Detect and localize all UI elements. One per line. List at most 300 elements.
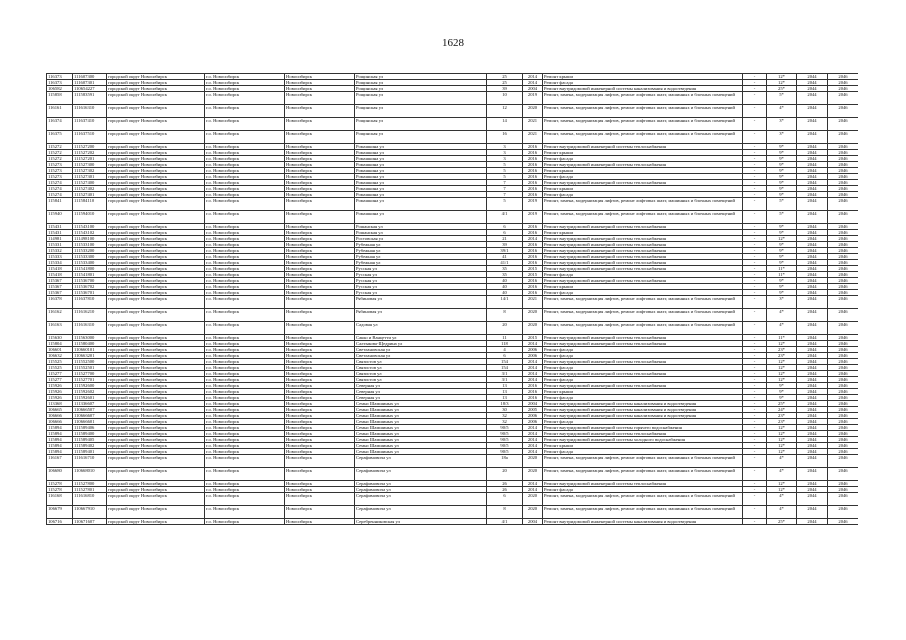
cell-house-id: 116374 [47,118,73,131]
cell-record-id: 111637410 [73,118,107,131]
cell-start-year: 2044 [797,156,828,162]
cell-record-id: 111543100 [73,224,107,230]
cell-start-year: 2044 [797,395,828,401]
cell-house-number: 5 [487,162,523,168]
cell-record-id: 111616310 [73,322,107,335]
cell-house-number: 11 [487,335,523,341]
cell-work-type: Ремонт крыши [543,284,743,290]
cell-base-year: 2014 [523,377,543,383]
cell-settlement: Новосибирск [285,431,355,437]
cell-street: Семьи Шамшиных ул [355,425,487,431]
cell-work-type: Ремонт, замена, модернизация лифтов, ремонт лифтовых шахт, машинных и блочных помещений [543,198,743,211]
cell-street: Садовая ул [355,322,487,335]
cell-settlement: Новосибирск [285,365,355,371]
cell-house-number: 90/5 [487,425,523,431]
cell-street: Ромашкина ул [355,144,487,150]
cell-record-id: 111589400 [73,431,107,437]
cell-house-id: 115841 [47,198,73,211]
cell-work-type: Ремонт внутридомовой инженерной системы теплоснабжения [543,260,743,266]
cell-record-id: 111594010 [73,211,107,224]
cell-base-year: 2016 [523,248,543,254]
cell-house-number: 13 [487,383,523,389]
cell-end-year: 2046 [828,468,859,481]
cell-note: - [743,455,767,468]
cell-end-year: 2046 [828,377,859,383]
cell-end-year: 2046 [828,481,859,487]
cell-district: г.о. Новосибирск [205,425,285,431]
cell-street: Семьи Шамшиных ул [355,419,487,425]
cell-municipality: городской округ Новосибирск [107,168,205,174]
cell-work-type: Ремонт, замена, модернизация лифтов, ремонт лифтовых шахт, машинных и блочных помещений [543,118,743,131]
cell-municipality: городской округ Новосибирск [107,272,205,278]
cell-house-number: 40 [487,290,523,296]
cell-settlement: Новосибирск [285,254,355,260]
cell-street: Ромашкина ул [355,168,487,174]
cell-settlement: Новосибирск [285,105,355,118]
cell-years: 9* [767,278,797,284]
cell-record-id: 111543102 [73,230,107,236]
cell-street: Рябиновая ул [355,309,487,322]
cell-house-number: 3/1 [487,371,523,377]
table-row [47,519,859,525]
cell-street: Семьи Шамшиных ул [355,413,487,419]
cell-house-number: 12 [487,105,523,118]
table-row [47,322,859,335]
cell-start-year: 2044 [797,322,828,335]
cell-district: г.о. Новосибирск [205,419,285,425]
cell-house-number: 39/1 [487,248,523,254]
cell-house-number: 32 [487,419,523,425]
cell-municipality: городской округ Новосибирск [107,431,205,437]
cell-note: - [743,481,767,487]
cell-end-year: 2046 [828,242,859,248]
cell-years: 23* [767,413,797,419]
cell-settlement: Новосибирск [285,493,355,506]
cell-base-year: 2014 [523,443,543,449]
cell-municipality: городской округ Новосибирск [107,192,205,198]
cell-end-year: 2046 [828,162,859,168]
cell-municipality: городской округ Новосибирск [107,266,205,272]
cell-district: г.о. Новосибирск [205,198,285,211]
cell-years: 4* [767,322,797,335]
cell-district: г.о. Новосибирск [205,493,285,506]
cell-settlement: Новосибирск [285,156,355,162]
cell-house-number: 154 [487,359,523,365]
cell-base-year: 2016 [523,186,543,192]
cell-municipality: городской округ Новосибирск [107,419,205,425]
table-row [47,198,859,211]
cell-years: 9* [767,383,797,389]
cell-record-id: 111527801 [73,487,107,493]
cell-house-number: 5 [487,168,523,174]
cell-municipality: городской округ Новосибирск [107,131,205,144]
cell-years: 12* [767,359,797,365]
cell-record-id: 111589406 [73,425,107,431]
table-row [47,92,859,105]
cell-end-year: 2046 [828,80,859,86]
cell-district: г.о. Новосибирск [205,272,285,278]
cell-years: 5* [767,92,797,105]
cell-house-id: 106582 [47,86,73,92]
cell-municipality: городской округ Новосибирск [107,347,205,353]
page-number: 1628 [442,37,464,49]
cell-house-number: 41/1 [487,260,523,266]
cell-street: Северная ул [355,389,487,395]
cell-note: - [743,413,767,419]
cell-note: - [743,168,767,174]
cell-house-number: 25 [487,80,523,86]
cell-end-year: 2046 [828,230,859,236]
cell-district: г.о. Новосибирск [205,278,285,284]
cell-house-number: 4/1 [487,211,523,224]
cell-settlement: Новосибирск [285,487,355,493]
cell-district: г.о. Новосибирск [205,192,285,198]
cell-work-type: Ремонт внутридомовой инженерной системы теплоснабжения [543,254,743,260]
cell-district: г.о. Новосибирск [205,487,285,493]
cell-years: 3* [767,118,797,131]
cell-start-year: 2044 [797,198,828,211]
cell-years: 9* [767,290,797,296]
cell-municipality: городской округ Новосибирск [107,186,205,192]
cell-settlement: Новосибирск [285,341,355,347]
cell-end-year: 2046 [828,389,859,395]
cell-street: Семьи Шамшиных ул [355,407,487,413]
cell-end-year: 2046 [828,174,859,180]
cell-municipality: городской округ Новосибирск [107,74,205,80]
cell-work-type: Ремонт, замена, модернизация лифтов, ремонт лифтовых шахт, машинных и блочных помещений [543,309,743,322]
cell-start-year: 2044 [797,162,828,168]
cell-note: - [743,407,767,413]
cell-years: 9* [767,192,797,198]
cell-years: 5* [767,211,797,224]
cell-record-id: 111589401 [73,449,107,455]
cell-note: - [743,377,767,383]
cell-house-number: 26 [487,481,523,487]
cell-work-type: Ремонт фасада [543,156,743,162]
cell-record-id: 111498100 [73,236,107,242]
cell-street: Семьи Шамшиных ул [355,431,487,437]
cell-house-number: 5 [487,198,523,211]
cell-start-year: 2044 [797,377,828,383]
cell-house-id: 115272 [47,156,73,162]
cell-base-year: 2016 [523,284,543,290]
cell-base-year: 2016 [523,260,543,266]
cell-note: - [743,260,767,266]
cell-note: - [743,211,767,224]
cell-years: 3* [767,131,797,144]
cell-house-id: 116161 [47,105,73,118]
cell-end-year: 2046 [828,383,859,389]
cell-municipality: городской округ Новосибирск [107,401,205,407]
cell-note: - [743,493,767,506]
cell-house-id: 115332 [47,248,73,254]
cell-start-year: 2044 [797,407,828,413]
cell-start-year: 2044 [797,248,828,254]
cell-start-year: 2044 [797,224,828,230]
cell-years: 25* [767,519,797,525]
cell-house-number: 154 [487,365,523,371]
cell-work-type: Ремонт внутридомовой инженерной системы теплоснабжения [543,266,743,272]
cell-record-id: 111616810 [73,493,107,506]
cell-start-year: 2044 [797,359,828,365]
cell-base-year: 2016 [523,144,543,150]
cell-street: Рощинская ул [355,118,487,131]
cell-note: - [743,198,767,211]
cell-record-id: 111637810 [73,296,107,309]
cell-house-number: 90/5 [487,431,523,437]
cell-record-id: 111527701 [73,377,107,383]
cell-base-year: 2020 [523,309,543,322]
cell-years: 23* [767,347,797,353]
cell-base-year: 2014 [523,431,543,437]
cell-note: - [743,419,767,425]
cell-settlement: Новосибирск [285,389,355,395]
cell-record-id: 111563000 [73,335,107,341]
cell-house-id: 115333 [47,254,73,260]
cell-record-id: 110668010 [73,468,107,481]
cell-base-year: 2006 [523,353,543,359]
cell-street: Северная ул [355,395,487,401]
cell-settlement: Новосибирск [285,322,355,335]
cell-work-type: Ремонт, замена, модернизация лифтов, ремонт лифтовых шахт, машинных и блочных помещений [543,455,743,468]
cell-district: г.о. Новосибирск [205,162,285,168]
cell-base-year: 2004 [523,519,543,525]
cell-note: - [743,144,767,150]
cell-start-year: 2044 [797,272,828,278]
cell-work-type: Ремонт фасада [543,365,743,371]
cell-district: г.о. Новосибирск [205,389,285,395]
cell-street: Рябиновая ул [355,296,487,309]
cell-work-type: Ремонт внутридомовой инженерной системы теплоснабжения [543,144,743,150]
cell-settlement: Новосибирск [285,198,355,211]
cell-record-id: 110663201 [73,353,107,359]
cell-house-number: 7 [487,186,523,192]
cell-years: 12* [767,443,797,449]
table-row [47,296,859,309]
cell-record-id: 111592602 [73,389,107,395]
cell-years: 3* [767,296,797,309]
cell-record-id: 111336607 [73,401,107,407]
cell-house-number: 40 [487,284,523,290]
cell-base-year: 2019 [523,198,543,211]
cell-start-year: 2044 [797,481,828,487]
cell-work-type: Ремонт фасада [543,377,743,383]
cell-start-year: 2044 [797,296,828,309]
cell-record-id: 110666601 [73,419,107,425]
cell-settlement: Новосибирск [285,86,355,92]
cell-start-year: 2044 [797,131,828,144]
cell-settlement: Новосибирск [285,335,355,341]
cell-start-year: 2044 [797,365,828,371]
cell-house-id: 116167 [47,455,73,468]
cell-municipality: городской округ Новосибирск [107,162,205,168]
cell-end-year: 2046 [828,347,859,353]
cell-note: - [743,371,767,377]
cell-street: Семьи Шамшиных ул [355,443,487,449]
cell-work-type: Ремонт крыши [543,150,743,156]
cell-end-year: 2046 [828,290,859,296]
cell-house-id: 116373 [47,80,73,86]
cell-record-id: 110666607 [73,413,107,419]
cell-district: г.о. Новосибирск [205,437,285,443]
cell-record-id: 111589405 [73,437,107,443]
cell-start-year: 2044 [797,242,828,248]
cell-base-year: 2019 [523,211,543,224]
cell-district: г.о. Новосибирск [205,353,285,359]
cell-start-year: 2044 [797,413,828,419]
cell-base-year: 2020 [523,493,543,506]
table-row [47,118,859,131]
cell-years: 4* [767,493,797,506]
cell-start-year: 2044 [797,455,828,468]
cell-note: - [743,174,767,180]
cell-work-type: Ремонт крыши [543,443,743,449]
cell-district: г.о. Новосибирск [205,236,285,242]
cell-house-id: 115277 [47,377,73,383]
cell-base-year: 2020 [523,322,543,335]
cell-municipality: городской округ Новосибирск [107,118,205,131]
cell-work-type: Ремонт внутридомовой инженерной системы теплоснабжения [543,359,743,365]
cell-years: 12* [767,449,797,455]
cell-end-year: 2046 [828,180,859,186]
cell-house-number: 6 [487,493,523,506]
cell-start-year: 2044 [797,309,828,322]
cell-end-year: 2046 [828,86,859,92]
cell-house-id: 115334 [47,260,73,266]
cell-street: Светлановская ул [355,347,487,353]
cell-settlement: Новосибирск [285,224,355,230]
cell-start-year: 2044 [797,92,828,105]
cell-note: - [743,506,767,519]
cell-district: г.о. Новосибирск [205,230,285,236]
cell-street: Связистов ул [355,371,487,377]
cell-house-id: 106666 [47,419,73,425]
cell-district: г.о. Новосибирск [205,290,285,296]
cell-house-number: 25 [487,74,523,80]
cell-work-type: Ремонт фасада [543,272,743,278]
cell-start-year: 2044 [797,468,828,481]
cell-settlement: Новосибирск [285,347,355,353]
cell-district: г.о. Новосибирск [205,455,285,468]
cell-house-id: 115274 [47,180,73,186]
cell-house-id: 115525 [47,359,73,365]
cell-start-year: 2044 [797,353,828,359]
cell-record-id: 111592601 [73,395,107,401]
cell-house-id: 116373 [47,74,73,80]
cell-record-id: 111637510 [73,131,107,144]
cell-base-year: 2016 [523,395,543,401]
cell-house-id: 115273 [47,168,73,174]
cell-work-type: Ремонт внутридомовой инженерной системы теплоснабжения [543,335,743,341]
cell-years: 9* [767,389,797,395]
cell-record-id: 111584110 [73,198,107,211]
cell-base-year: 2016 [523,230,543,236]
cell-work-type: Ремонт, замена, модернизация лифтов, ремонт лифтовых шахт, машинных и блочных помещений [543,493,743,506]
cell-house-id: 106680 [47,468,73,481]
cell-note: - [743,254,767,260]
cell-record-id: 111527700 [73,371,107,377]
cell-settlement: Новосибирск [285,118,355,131]
cell-years: 4* [767,506,797,519]
cell-house-number: 7 [487,192,523,198]
cell-record-id: 111527301 [73,174,107,180]
cell-house-id: 115418 [47,266,73,272]
cell-start-year: 2044 [797,105,828,118]
cell-note: - [743,383,767,389]
cell-house-id: 115926 [47,383,73,389]
cell-district: г.о. Новосибирск [205,242,285,248]
cell-base-year: 2014 [523,341,543,347]
cell-settlement: Новосибирск [285,353,355,359]
cell-work-type: Ремонт внутридомовой инженерной системы канализования и водоотведения [543,519,743,525]
cell-years: 9* [767,180,797,186]
cell-record-id: 111536700 [73,278,107,284]
cell-end-year: 2046 [828,236,859,242]
cell-end-year: 2046 [828,224,859,230]
cell-years: 11* [767,266,797,272]
cell-work-type: Ремонт внутридомовой инженерной системы канализования и водоотведения [543,413,743,419]
cell-base-year: 2014 [523,425,543,431]
cell-years: 25* [767,86,797,92]
cell-record-id: 111541800 [73,266,107,272]
cell-end-year: 2046 [828,371,859,377]
cell-street: Связистов ул [355,377,487,383]
cell-house-id: 116375 [47,131,73,144]
cell-house-number: 7 [487,180,523,186]
cell-record-id: 111527402 [73,186,107,192]
cell-municipality: городской округ Новосибирск [107,493,205,506]
table-row [47,455,859,468]
cell-note: - [743,353,767,359]
cell-end-year: 2046 [828,192,859,198]
cell-record-id: 111527401 [73,192,107,198]
cell-house-number: 18а [487,455,523,468]
cell-house-number: 20 [487,322,523,335]
cell-street: Рощинская ул [355,80,487,86]
cell-house-number: 35 [487,266,523,272]
cell-work-type: Ремонт, замена, модернизация лифтов, ремонт лифтовых шахт, машинных и блочных помещений [543,92,743,105]
cell-municipality: городской округ Новосибирск [107,377,205,383]
cell-house-number: 3/1 [487,377,523,383]
cell-street: Рощинская ул [355,105,487,118]
cell-settlement: Новосибирск [285,413,355,419]
cell-start-year: 2044 [797,80,828,86]
cell-start-year: 2044 [797,383,828,389]
cell-base-year: 2014 [523,359,543,365]
cell-settlement: Новосибирск [285,468,355,481]
cell-street: Рошанская ул [355,224,487,230]
cell-base-year: 2014 [523,449,543,455]
cell-start-year: 2044 [797,431,828,437]
cell-house-id: 115894 [47,425,73,431]
cell-record-id: 111527302 [73,168,107,174]
cell-street: Семьи Шамшиных ул [355,449,487,455]
cell-settlement: Новосибирск [285,242,355,248]
cell-note: - [743,347,767,353]
cell-street: Ромашкина ул [355,192,487,198]
cell-years: 9* [767,230,797,236]
cell-note: - [743,401,767,407]
cell-note: - [743,248,767,254]
cell-end-year: 2046 [828,198,859,211]
cell-end-year: 2046 [828,105,859,118]
cell-municipality: городской округ Новосибирск [107,248,205,254]
cell-settlement: Новосибирск [285,236,355,242]
cell-note: - [743,341,767,347]
cell-start-year: 2044 [797,254,828,260]
cell-record-id: 110660101 [73,347,107,353]
cell-start-year: 2044 [797,519,828,525]
